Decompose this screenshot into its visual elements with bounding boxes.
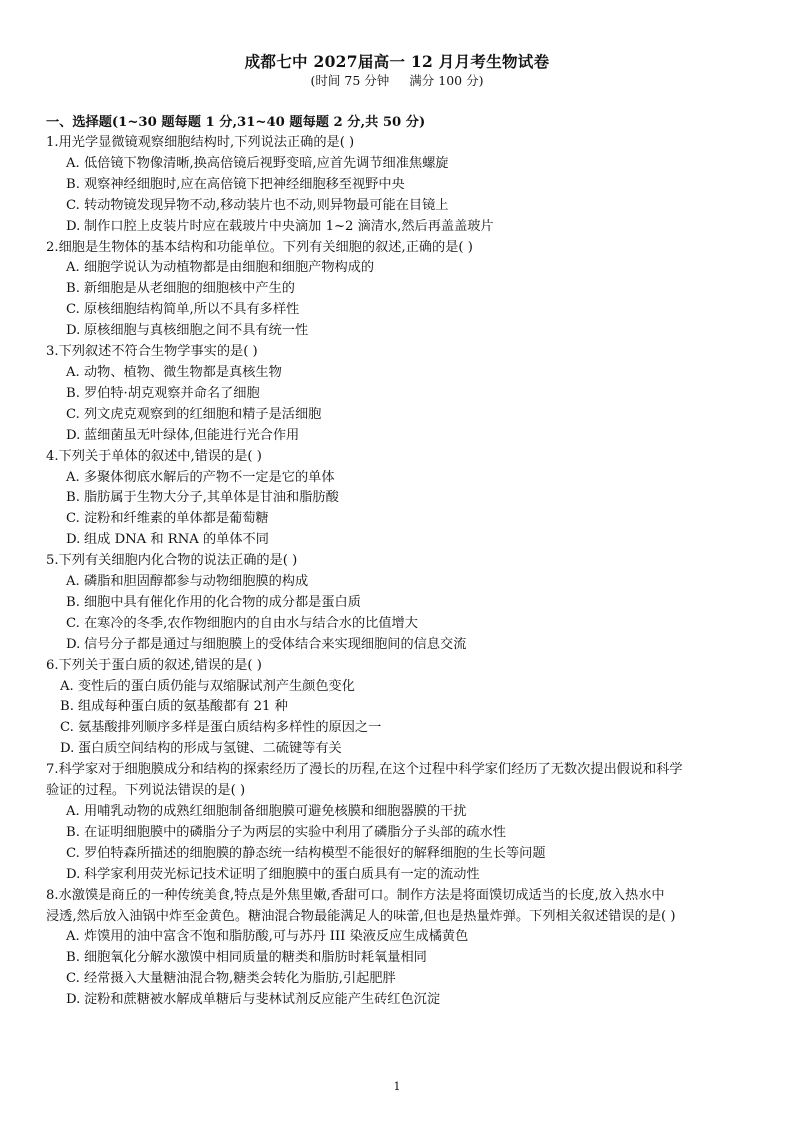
option-letter: B. [60, 699, 74, 715]
question-6 [46, 656, 758, 761]
option-letter: D. [66, 636, 81, 652]
option-text: 罗伯特·胡克观察并命名了细胞 [84, 385, 260, 401]
option-text: 炸馍用的油中富含不饱和脂肪酸,可与苏丹 III 染液反应生成橘黄色 [84, 929, 469, 945]
exam-score: 满分 100 分) [409, 73, 484, 88]
option-letter: C. [66, 197, 80, 213]
answer-option [46, 154, 758, 175]
question-stem: 1.用光学显微镜观察细胞结构时,下列说法正确的是( ) [46, 135, 355, 150]
answer-option [46, 426, 758, 447]
option-text: 新细胞是从老细胞的细胞核中产生的 [84, 281, 295, 297]
answer-option [46, 258, 758, 279]
option-text: 动物、植物、微生物都是真核生物 [84, 364, 282, 380]
option-text: 变性后的蛋白质仍能与双缩脲试剂产生颜色变化 [78, 678, 355, 694]
option-text: 氨基酸排列顺序多样是蛋白质结构多样性的原因之一 [78, 720, 382, 736]
option-text: 淀粉和蔗糖被水解成单糖后与斐林试剂反应能产生砖红色沉淀 [84, 992, 441, 1008]
option-letter: C. [66, 615, 80, 631]
answer-option [46, 677, 758, 698]
question-stem: 7.科学家对于细胞膜成分和结构的探索经历了漫长的历程,在这个过程中科学家们经历了无数次提出假说和科学 [46, 762, 683, 778]
question-stem-continued: 验证的过程。下列说法错误的是( ) [46, 783, 246, 799]
option-letter: C. [66, 406, 80, 422]
option-text: 在证明细胞膜中的磷脂分子为两层的实验中利用了磷脂分子头部的疏水性 [84, 824, 506, 840]
option-letter: D. [66, 866, 81, 882]
option-letter: D. [66, 218, 81, 234]
option-letter: A. [66, 574, 80, 590]
answer-option [46, 468, 758, 489]
option-text: 罗伯特森所描述的细胞膜的静态统一结构模型不能很好的解释细胞的生长等问题 [84, 845, 546, 861]
option-text: 制作口腔上皮装片时应在载玻片中央滴加 1~2 滴清水,然后再盖盖玻片 [84, 218, 494, 234]
option-letter: A. [66, 260, 80, 276]
option-text: 转动物镜发现异物不动,移动装片也不动,则异物最可能在目镜上 [84, 197, 449, 213]
question-stem: 4.下列关于单体的叙述中,错误的是( ) [46, 448, 262, 464]
option-text: 原核细胞与真核细胞之间不具有统一性 [84, 323, 309, 339]
option-letter: A. [66, 155, 80, 171]
option-text: 蛋白质空间结构的形成与氢键、二硫键等有关 [78, 741, 342, 757]
option-text: 蓝细菌虽无叶绿体,但能进行光合作用 [84, 427, 300, 443]
answer-option [46, 530, 758, 551]
option-letter: B. [66, 824, 80, 840]
answer-option [46, 300, 758, 321]
answer-option [46, 175, 758, 196]
answer-option [46, 697, 758, 718]
question-3 [46, 342, 758, 447]
option-text: 磷脂和胆固醇都参与动物细胞膜的构成 [84, 574, 309, 590]
option-letter: B. [66, 281, 80, 297]
option-letter: D. [66, 532, 81, 548]
option-text: 信号分子都是通过与细胞膜上的受体结合来实现细胞间的信息交流 [84, 636, 467, 652]
question-stem: 5.下列有关细胞内化合物的说法正确的是( ) [46, 553, 298, 569]
answer-option [46, 384, 758, 405]
option-text: 脂肪属于生物大分子,其单体是甘油和脂肪酸 [84, 490, 339, 506]
answer-option [46, 927, 758, 948]
option-letter: A. [60, 678, 74, 694]
option-text: 细胞氧化分解水激馍中相同质量的糖类和脂肪时耗氧量相同 [84, 950, 427, 966]
option-letter: C. [66, 511, 80, 527]
option-text: 科学家利用荧光标记技术证明了细胞膜中的蛋白质具有一定的流动性 [84, 866, 480, 882]
answer-option [46, 196, 758, 217]
option-letter: A. [66, 804, 80, 819]
question-stem: 3.下列叙述不符合生物学事实的是( ) [46, 344, 258, 360]
option-text: 淀粉和纤维素的单体都是葡萄糖 [84, 511, 269, 527]
option-letter: A. [66, 929, 80, 945]
answer-option [46, 844, 758, 865]
question-5 [46, 551, 758, 656]
answer-option [46, 614, 758, 635]
option-letter: B. [66, 490, 80, 506]
option-letter: B. [66, 385, 80, 401]
answer-option [46, 948, 758, 969]
option-letter: D. [66, 427, 81, 443]
option-text: 列文虎克观察到的红细胞和精子是活细胞 [84, 406, 322, 422]
option-text: 用哺乳动物的成熟红细胞制备细胞膜可避免核膜和细胞器膜的干扰 [84, 804, 467, 819]
answer-option [46, 488, 758, 509]
answer-option [46, 217, 758, 238]
answer-option [46, 363, 758, 384]
option-letter: D. [66, 323, 81, 339]
question-4 [46, 447, 758, 552]
question-list [46, 133, 758, 1011]
answer-option [46, 802, 758, 823]
answer-option [46, 635, 758, 656]
option-letter: C. [60, 720, 74, 736]
question-stem: 2.细胞是生物体的基本结构和功能单位。下列有关细胞的叙述,正确的是( ) [46, 239, 473, 255]
option-letter: A. [66, 469, 80, 485]
option-text: 细胞中具有催化作用的化合物的成分都是蛋白质 [84, 594, 361, 610]
option-text: 多聚体彻底水解后的产物不一定是它的单体 [84, 469, 335, 485]
option-text: 低倍镜下物像清晰,换高倍镜后视野变暗,应首先调节细准焦螺旋 [84, 155, 449, 171]
option-text: 组成 DNA 和 RNA 的单体不同 [84, 532, 269, 548]
exam-subtitle [0, 71, 794, 89]
answer-option [46, 405, 758, 426]
option-letter: C. [66, 302, 80, 318]
option-text: 细胞学说认为动植物都是由细胞和细胞产物构成的 [84, 260, 375, 276]
option-letter: B. [66, 594, 80, 610]
section-heading: 一、选择题(1~30 题每题 1 分,31~40 题每题 2 分,共 50 分) [46, 115, 426, 130]
answer-option [46, 509, 758, 530]
question-2 [46, 238, 758, 343]
option-letter: C. [66, 971, 80, 987]
answer-option [46, 823, 758, 844]
question-1 [46, 133, 758, 238]
answer-option [46, 990, 758, 1011]
answer-option [46, 969, 758, 990]
question-stem: 6.下列关于蛋白质的叙述,错误的是( ) [46, 657, 262, 673]
question-8 [46, 886, 758, 1011]
answer-option [46, 321, 758, 342]
answer-option [46, 718, 758, 739]
page-number: 1 [393, 1080, 401, 1093]
option-text: 经常摄入大量糖油混合物,糖类会转化为脂肪,引起肥胖 [84, 971, 396, 987]
question-stem-continued: 浸透,然后放入油锅中炸至金黄色。糖油混合物最能满足人的味蕾,但也是热量炸弹。下列相关叙述错误的是( ) [46, 908, 676, 924]
exam-title: 成都七中 2027届高一 12 月月考生物试卷 [244, 52, 550, 71]
option-letter: B. [66, 950, 80, 966]
exam-time: (时间 75 分钟 [310, 73, 390, 88]
answer-option [46, 593, 758, 614]
option-text: 原核细胞结构简单,所以不具有多样性 [84, 302, 300, 318]
option-text: 组成每种蛋白质的氨基酸都有 21 种 [78, 699, 288, 715]
question-stem: 8.水激馍是商丘的一种传统美食,特点是外焦里嫩,香甜可口。制作方法是将面馍切成适当的长度,放入热水中 [46, 887, 665, 903]
answer-option [46, 739, 758, 760]
option-letter: A. [66, 364, 80, 380]
answer-option [46, 279, 758, 300]
answer-option [46, 572, 758, 593]
question-7 [46, 760, 758, 885]
option-text: 观察神经细胞时,应在高倍镜下把神经细胞移至视野中央 [84, 176, 405, 192]
option-letter: C. [66, 845, 80, 861]
exam-content [46, 112, 758, 1011]
option-letter: D. [60, 741, 75, 757]
answer-option [46, 865, 758, 886]
option-text: 在寒冷的冬季,农作物细胞内的自由水与结合水的比值增大 [84, 615, 418, 631]
option-letter: B. [66, 176, 80, 192]
option-letter: D. [66, 992, 81, 1008]
